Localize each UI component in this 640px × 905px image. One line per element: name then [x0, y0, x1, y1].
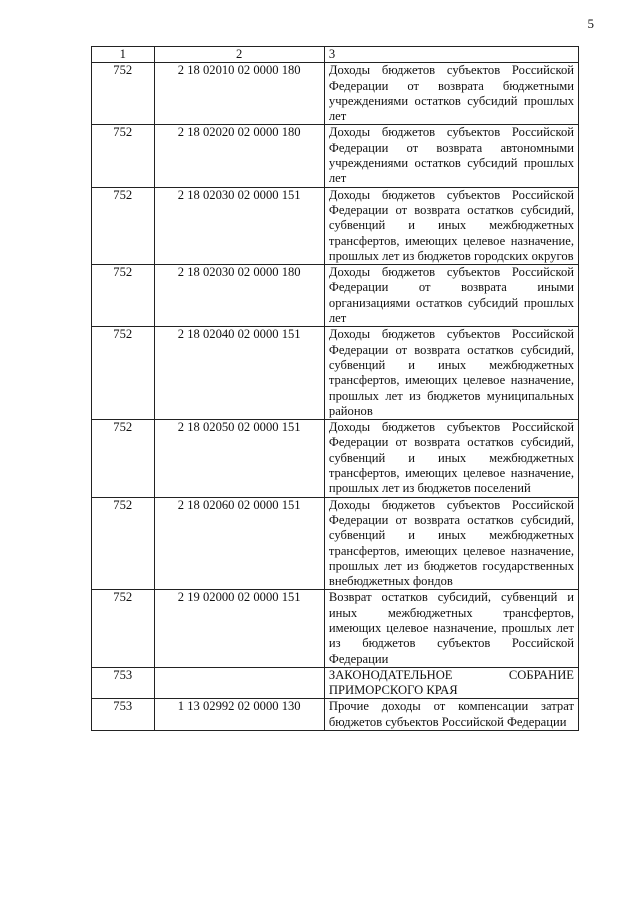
admin-code-cell: 752: [92, 265, 155, 327]
table-row: [92, 187, 579, 264]
admin-code-cell: 752: [92, 327, 155, 420]
revenue-code-cell: 2 18 02040 02 0000 151: [154, 327, 324, 420]
revenue-name-cell: Прочие доходы от компенсации затрат бюджетов субъектов Российской Федерации: [324, 699, 578, 731]
table-row: [92, 590, 579, 667]
revenue-code-cell: 2 18 02050 02 0000 151: [154, 420, 324, 497]
revenue-code-cell: 2 18 02030 02 0000 180: [154, 265, 324, 327]
page-number: 5: [587, 16, 594, 31]
admin-code-cell: 752: [92, 420, 155, 497]
table-row: [92, 497, 579, 590]
table-header: [92, 47, 579, 63]
admin-code-cell: 752: [92, 497, 155, 590]
revenue-name-cell: Доходы бюджетов субъектов Российской Федерации от возврата иными организациями остатков субсидий прошлых лет: [324, 265, 578, 327]
revenue-code-cell: 2 18 02020 02 0000 180: [154, 125, 324, 187]
revenue-name-cell: Доходы бюджетов субъектов Российской Федерации от возврата остатков субсидий, субвенций и иных межбюджетных трансфертов, имеющих целевое назначение, прошлых лет из бюджетов поселений: [324, 420, 578, 497]
revenue-name-cell: Доходы бюджетов субъектов Российской Федерации от возврата автономными учреждениями остатков субсидий прошлых лет: [324, 125, 578, 187]
table-row: [92, 420, 579, 497]
revenue-code-cell: [154, 667, 324, 699]
revenue-name-cell: Доходы бюджетов субъектов Российской Федерации от возврата бюджетными учреждениями остатков субсидий прошлых лет: [324, 63, 578, 125]
table-row: [92, 125, 579, 187]
revenue-code-cell: 2 18 02060 02 0000 151: [154, 497, 324, 590]
header-row: [92, 47, 579, 63]
table-row: [92, 63, 579, 125]
admin-code-cell: 752: [92, 63, 155, 125]
revenue-code-cell: 2 18 02030 02 0000 151: [154, 187, 324, 264]
header-col-3: 3: [324, 47, 578, 63]
revenue-name-cell: Доходы бюджетов субъектов Российской Федерации от возврата остатков субсидий, субвенций и иных межбюджетных трансфертов, имеющих целевое назначение, прошлых лет из бюджетов муниципальных районов: [324, 327, 578, 420]
table-row: [92, 667, 579, 699]
budget-revenue-table: [91, 46, 579, 731]
header-col-1: 1: [92, 47, 155, 63]
header-col-2: 2: [154, 47, 324, 63]
revenue-name-cell: Доходы бюджетов субъектов Российской Федерации от возврата остатков субсидий, субвенций и иных межбюджетных трансфертов, имеющих целевое назначение, прошлых лет из бюджетов государственных внебюджетных фондов: [324, 497, 578, 590]
admin-code-cell: 753: [92, 699, 155, 731]
revenue-code-cell: 2 18 02010 02 0000 180: [154, 63, 324, 125]
admin-code-cell: 752: [92, 187, 155, 264]
revenue-name-cell: ЗАКОНОДАТЕЛЬНОЕ СОБРАНИЕ ПРИМОРСКОГО КРАЯ: [324, 667, 578, 699]
revenue-name-cell: Доходы бюджетов субъектов Российской Федерации от возврата остатков субсидий, субвенций и иных межбюджетных трансфертов, имеющих целевое назначение, прошлых лет из бюджетов городских округов: [324, 187, 578, 264]
table-row: [92, 265, 579, 327]
revenue-name-cell: Возврат остатков субсидий, субвенций и иных межбюджетных трансфертов, имеющих целевое назначение, прошлых лет из бюджетов субъектов Российской Федерации: [324, 590, 578, 667]
table-row: [92, 327, 579, 420]
admin-code-cell: 753: [92, 667, 155, 699]
table-body: [92, 63, 579, 731]
revenue-code-cell: 1 13 02992 02 0000 130: [154, 699, 324, 731]
table-row: [92, 699, 579, 731]
admin-code-cell: 752: [92, 125, 155, 187]
admin-code-cell: 752: [92, 590, 155, 667]
revenue-code-cell: 2 19 02000 02 0000 151: [154, 590, 324, 667]
